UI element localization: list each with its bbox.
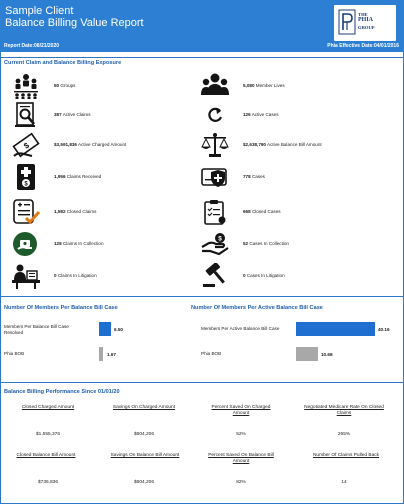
metric-cases-litigation-label: Cases In Litigation [246,273,285,278]
perf-closed-charged-value: $1,555,376 [35,432,60,437]
metric-claims-collection-value: 128 [54,241,62,246]
perf-medicare-rate-header: Negotiated Medicare Rate On Closed Claims [304,405,384,416]
perf-percent-balance-header: Percent Saved On Balance Bill Amount [208,453,274,464]
clipboard-icon [201,199,229,225]
per-active-case-bar-bob-value: 10.68 [321,352,333,357]
metric-active-charged [12,132,192,158]
perf-savings-balance-header: Savings On Balance Bill Amount [110,453,180,458]
per-case-bar-resolved-value: 6.50 [114,327,123,332]
members-icon [201,73,229,99]
hand-money-icon [201,231,229,257]
metric-groups [12,73,192,99]
metric-cases-collection-label: Cases In Collection [249,241,289,246]
perf-savings-charged-header: Savings On Charged Amount [112,405,176,410]
per-case-bar-bob-value: 1.67 [107,352,116,357]
perf-percent-balance-value: 82% [236,480,246,485]
metric-closed-cases [201,199,381,225]
metric-active-cases [201,102,381,128]
metric-claims-litigation [12,263,192,289]
money-icon [12,132,40,158]
per-active-case-row-label: Members Per Active Balance Bill Case [201,326,280,331]
perf-medicare-rate-value: 265% [337,432,351,437]
svg-text:$: $ [24,181,28,188]
exposure-section-rule [0,57,404,58]
perf-closed-balance-header: Closed Balance Bill Amount [16,453,76,458]
metric-claims-litigation-label: Claims In Litigation [57,273,97,278]
metric-claims-received-label: Claims Received [66,174,102,179]
phia-logo-mark-icon [338,9,356,35]
metric-closed-claims-label: Closed Claims [66,209,97,214]
phia-logo [334,5,396,41]
metric-closed-claims-value: 1,582 [54,209,66,214]
checklist-icon [12,199,40,225]
per-case-row-label: Members Per Balance Bill Case Resolved [4,324,69,335]
metric-cases-collection-value: 52 [243,241,249,246]
metric-cases [201,164,381,190]
metric-active-cases-label: Active Cases [251,112,279,117]
claim-search-icon [12,102,40,128]
per-active-case-bar-value: 40.16 [378,327,390,332]
metric-closed-cases-value: 668 [243,209,251,214]
metric-claims-received-value: 1,956 [54,174,66,179]
perf-closed-balance-value: $736,836 [37,480,58,485]
metric-claims-collection [12,231,192,257]
metric-active-charged-value: $3,591,836 [54,142,77,147]
per-active-case-bob-label: Phia BOB [201,351,222,356]
litigation-icon [12,263,40,289]
metric-claims-received [12,164,192,190]
perf-savings-balance-value: $604,206 [133,480,154,485]
collection-icon [12,231,40,257]
perf-pulled-back-value: 14 [341,480,347,485]
perf-closed-charged-header: Closed Charged Amount [21,405,75,410]
report-header [0,0,404,52]
shield-card-icon [201,164,229,190]
per-active-case-bar-bob [296,347,318,361]
scales-icon [201,132,229,158]
medical-bill-icon [12,164,40,190]
metric-cases-label: Cases [251,174,265,179]
per-case-bar-resolved [99,322,111,336]
metric-member-lives-label: Member Lives [255,83,285,88]
phia-effective-date: Phia Effective Date:04/01/2016 [327,43,399,49]
per-active-case-title: Number Of Members Per Active Balance Bill Case [191,305,323,311]
metric-claims-collection-label: Claims In Collection [62,241,104,246]
metric-cases-collection [201,231,381,257]
perf-savings-charged-value: $604,206 [133,432,154,437]
metric-active-claims-label: Active Claims [62,112,91,117]
perf-percent-charged-header: Percent Saved On Charged Amount [211,405,271,416]
metric-active-balance [201,132,381,158]
report-title: Balance Billing Value Report [5,17,144,29]
metric-groups-label: Groups [60,83,76,88]
svg-text:$: $ [218,235,222,243]
metric-active-claims-value: 387 [54,112,62,117]
metric-member-lives [201,73,381,99]
metric-active-claims [12,102,192,128]
metric-groups-value: 50 [54,83,60,88]
metric-member-lives-value: 5,080 [243,83,255,88]
logo-line-2: PHIA [358,17,373,23]
metric-active-cases-value: 126 [243,112,251,117]
per-case-bob-label: Phia BOB [4,351,25,356]
per-case-bar-bob [99,347,103,361]
logo-line-3: GROUP [358,25,375,30]
metric-active-charged-label: Active Charged Amount [78,142,127,147]
performance-section-rule [0,382,404,383]
perf-percent-charged-value: 52% [236,432,246,437]
client-name: Sample Client [5,5,74,17]
metric-cases-litigation-value: 0 [243,273,246,278]
per-case-title: Number Of Members Per Balance Bill Case [4,305,118,311]
report-date: Report Date:08/21/2020 [4,43,60,49]
per-active-case-bar [296,322,375,336]
svg-text:$: $ [22,140,31,151]
metric-active-balance-label: Active Balance Bill Amount [267,142,322,147]
metric-closed-cases-label: Closed Cases [251,209,281,214]
metric-cases-litigation [201,263,381,289]
logo-line-1: THE [358,12,368,17]
metric-claims-litigation-value: 0 [54,273,57,278]
group-icon [12,73,40,99]
exposure-title: Current Claim and Balance Billing Exposure [4,60,122,66]
perf-pulled-back-header: Number Of Claims Pulled Back [312,453,380,458]
gavel-icon [201,263,229,289]
per-case-section-rule [0,296,404,297]
metric-active-balance-value: $2,638,790 [243,142,266,147]
metric-closed-claims [12,199,192,225]
performance-title: Balance Billing Performance Since 01/01/20 [4,389,120,395]
metric-cases-value: 778 [243,174,251,179]
refresh-icon [201,102,229,128]
